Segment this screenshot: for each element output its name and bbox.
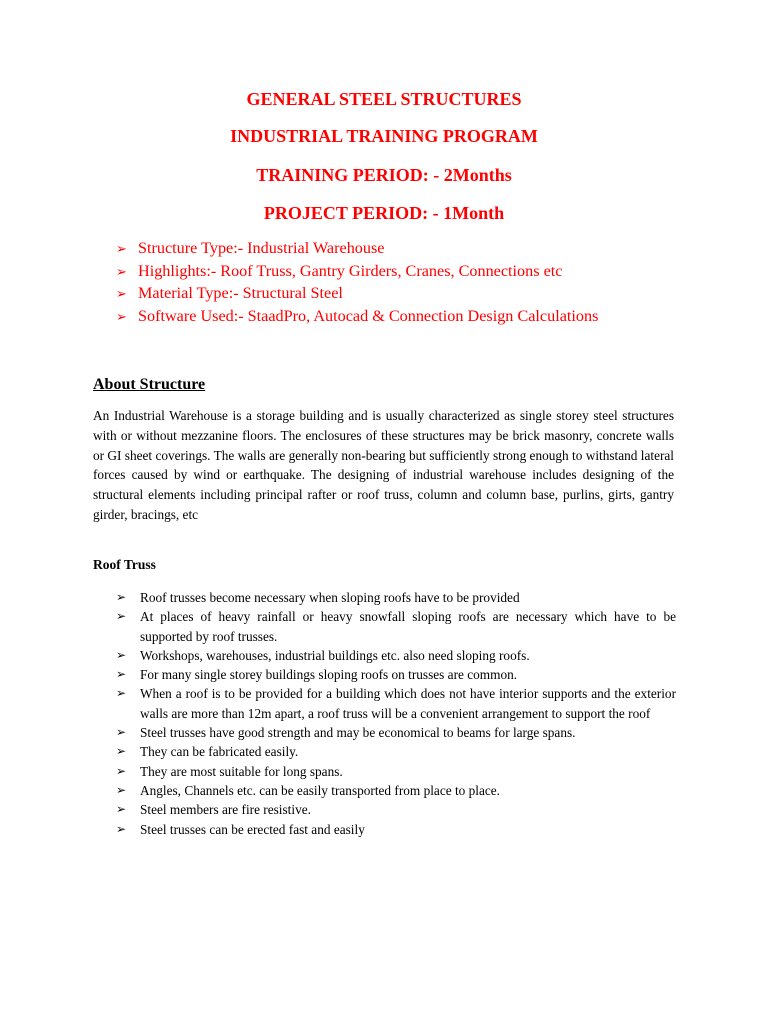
list-item [116,684,676,723]
arrow-bullet-icon: ➢ [116,609,127,624]
highlight-text: Software Used:- StaadPro, Autocad & Connection Design Calculations [138,307,599,326]
list-item [116,820,676,839]
highlight-text: Structure Type:- Industrial Warehouse [138,239,385,257]
arrow-bullet-icon: ➢ [116,310,127,326]
list-item [116,800,676,819]
list-item-text: Workshops, warehouses, industrial buildings etc. also need sloping roofs. [140,647,530,663]
list-item [116,762,676,781]
title-program: INDUSTRIAL TRAINING PROGRAM [230,126,538,146]
highlight-text: Highlights:- Roof Truss, Gantry Girders, Cranes, Connections etc [138,261,563,280]
arrow-bullet-icon: ➢ [116,667,127,682]
list-item [116,588,676,607]
list-item [116,646,676,665]
roof-truss-list [116,588,676,839]
highlight-item [116,237,756,260]
list-item-text: Angles, Channels etc. can be easily transported from place to place. [140,782,500,798]
highlight-item [116,260,756,283]
list-item [116,665,676,684]
list-item-text: At places of heavy rainfall or heavy snowfall sloping roofs are necessary which have to be supported by roof trusses. [140,609,676,644]
about-structure-heading: About Structure [93,376,206,393]
list-item [116,723,676,742]
title-project-period: PROJECT PERIOD: - 1Month [263,203,505,223]
arrow-bullet-icon: ➢ [116,821,127,836]
list-item-text: Steel trusses can be erected fast and easily [140,821,365,837]
list-item-text: When a roof is to be provided for a building which does not have interior supports and the exterior walls are more than 12m apart, a roof truss will be a convenient arrangement to support the roof [140,686,676,721]
arrow-bullet-icon: ➢ [116,686,127,701]
list-item [116,742,676,761]
arrow-bullet-icon: ➢ [116,590,127,604]
arrow-bullet-icon: ➢ [116,264,127,280]
arrow-bullet-icon: ➢ [116,802,127,817]
about-structure-paragraph: An Industrial Warehouse is a storage building and is usually characterized as single storey steel structures with or without mezzanine floors. The enclosures of these structures may be brick masonry, concrete walls or GI sheet coverings. The walls are generally non-bearing but sufficiently strong enough to withstand lateral forces caused by wind or earthquake. The designing of industrial warehouse includes designing of the structural elements including principal rafter or roof truss, column and column base, purlins, girts, gantry girder, bracings, etc [93,408,674,522]
arrow-bullet-icon: ➢ [116,242,127,257]
list-item-text: They can be fabricated easily. [140,744,299,760]
arrow-bullet-icon: ➢ [116,782,127,797]
list-item-text: Roof trusses become necessary when sloping roofs have to be provided [140,590,520,605]
arrow-bullet-icon: ➢ [116,647,127,662]
arrow-bullet-icon: ➢ [116,725,127,740]
highlights-list [116,237,756,328]
list-item-text: They are most suitable for long spans. [140,763,343,779]
title-block [0,86,768,227]
arrow-bullet-icon: ➢ [116,287,127,303]
list-item-text: Steel members are fire resistive. [140,802,311,818]
roof-truss-heading: Roof Truss [93,557,156,572]
title-company: GENERAL STEEL STRUCTURES [246,89,522,109]
highlight-item [116,282,756,305]
list-item [116,607,676,646]
list-item-text: Steel trusses have good strength and may be economical to beams for large spans. [140,725,576,741]
list-item [116,781,676,800]
title-training-period: TRAINING PERIOD: - 2Months [256,165,512,185]
list-item-text: For many single storey buildings sloping roofs on trusses are common. [140,667,518,683]
arrow-bullet-icon: ➢ [116,763,127,778]
arrow-bullet-icon: ➢ [116,744,127,759]
highlight-item [116,305,756,328]
highlight-text: Material Type:- Structural Steel [138,284,343,303]
